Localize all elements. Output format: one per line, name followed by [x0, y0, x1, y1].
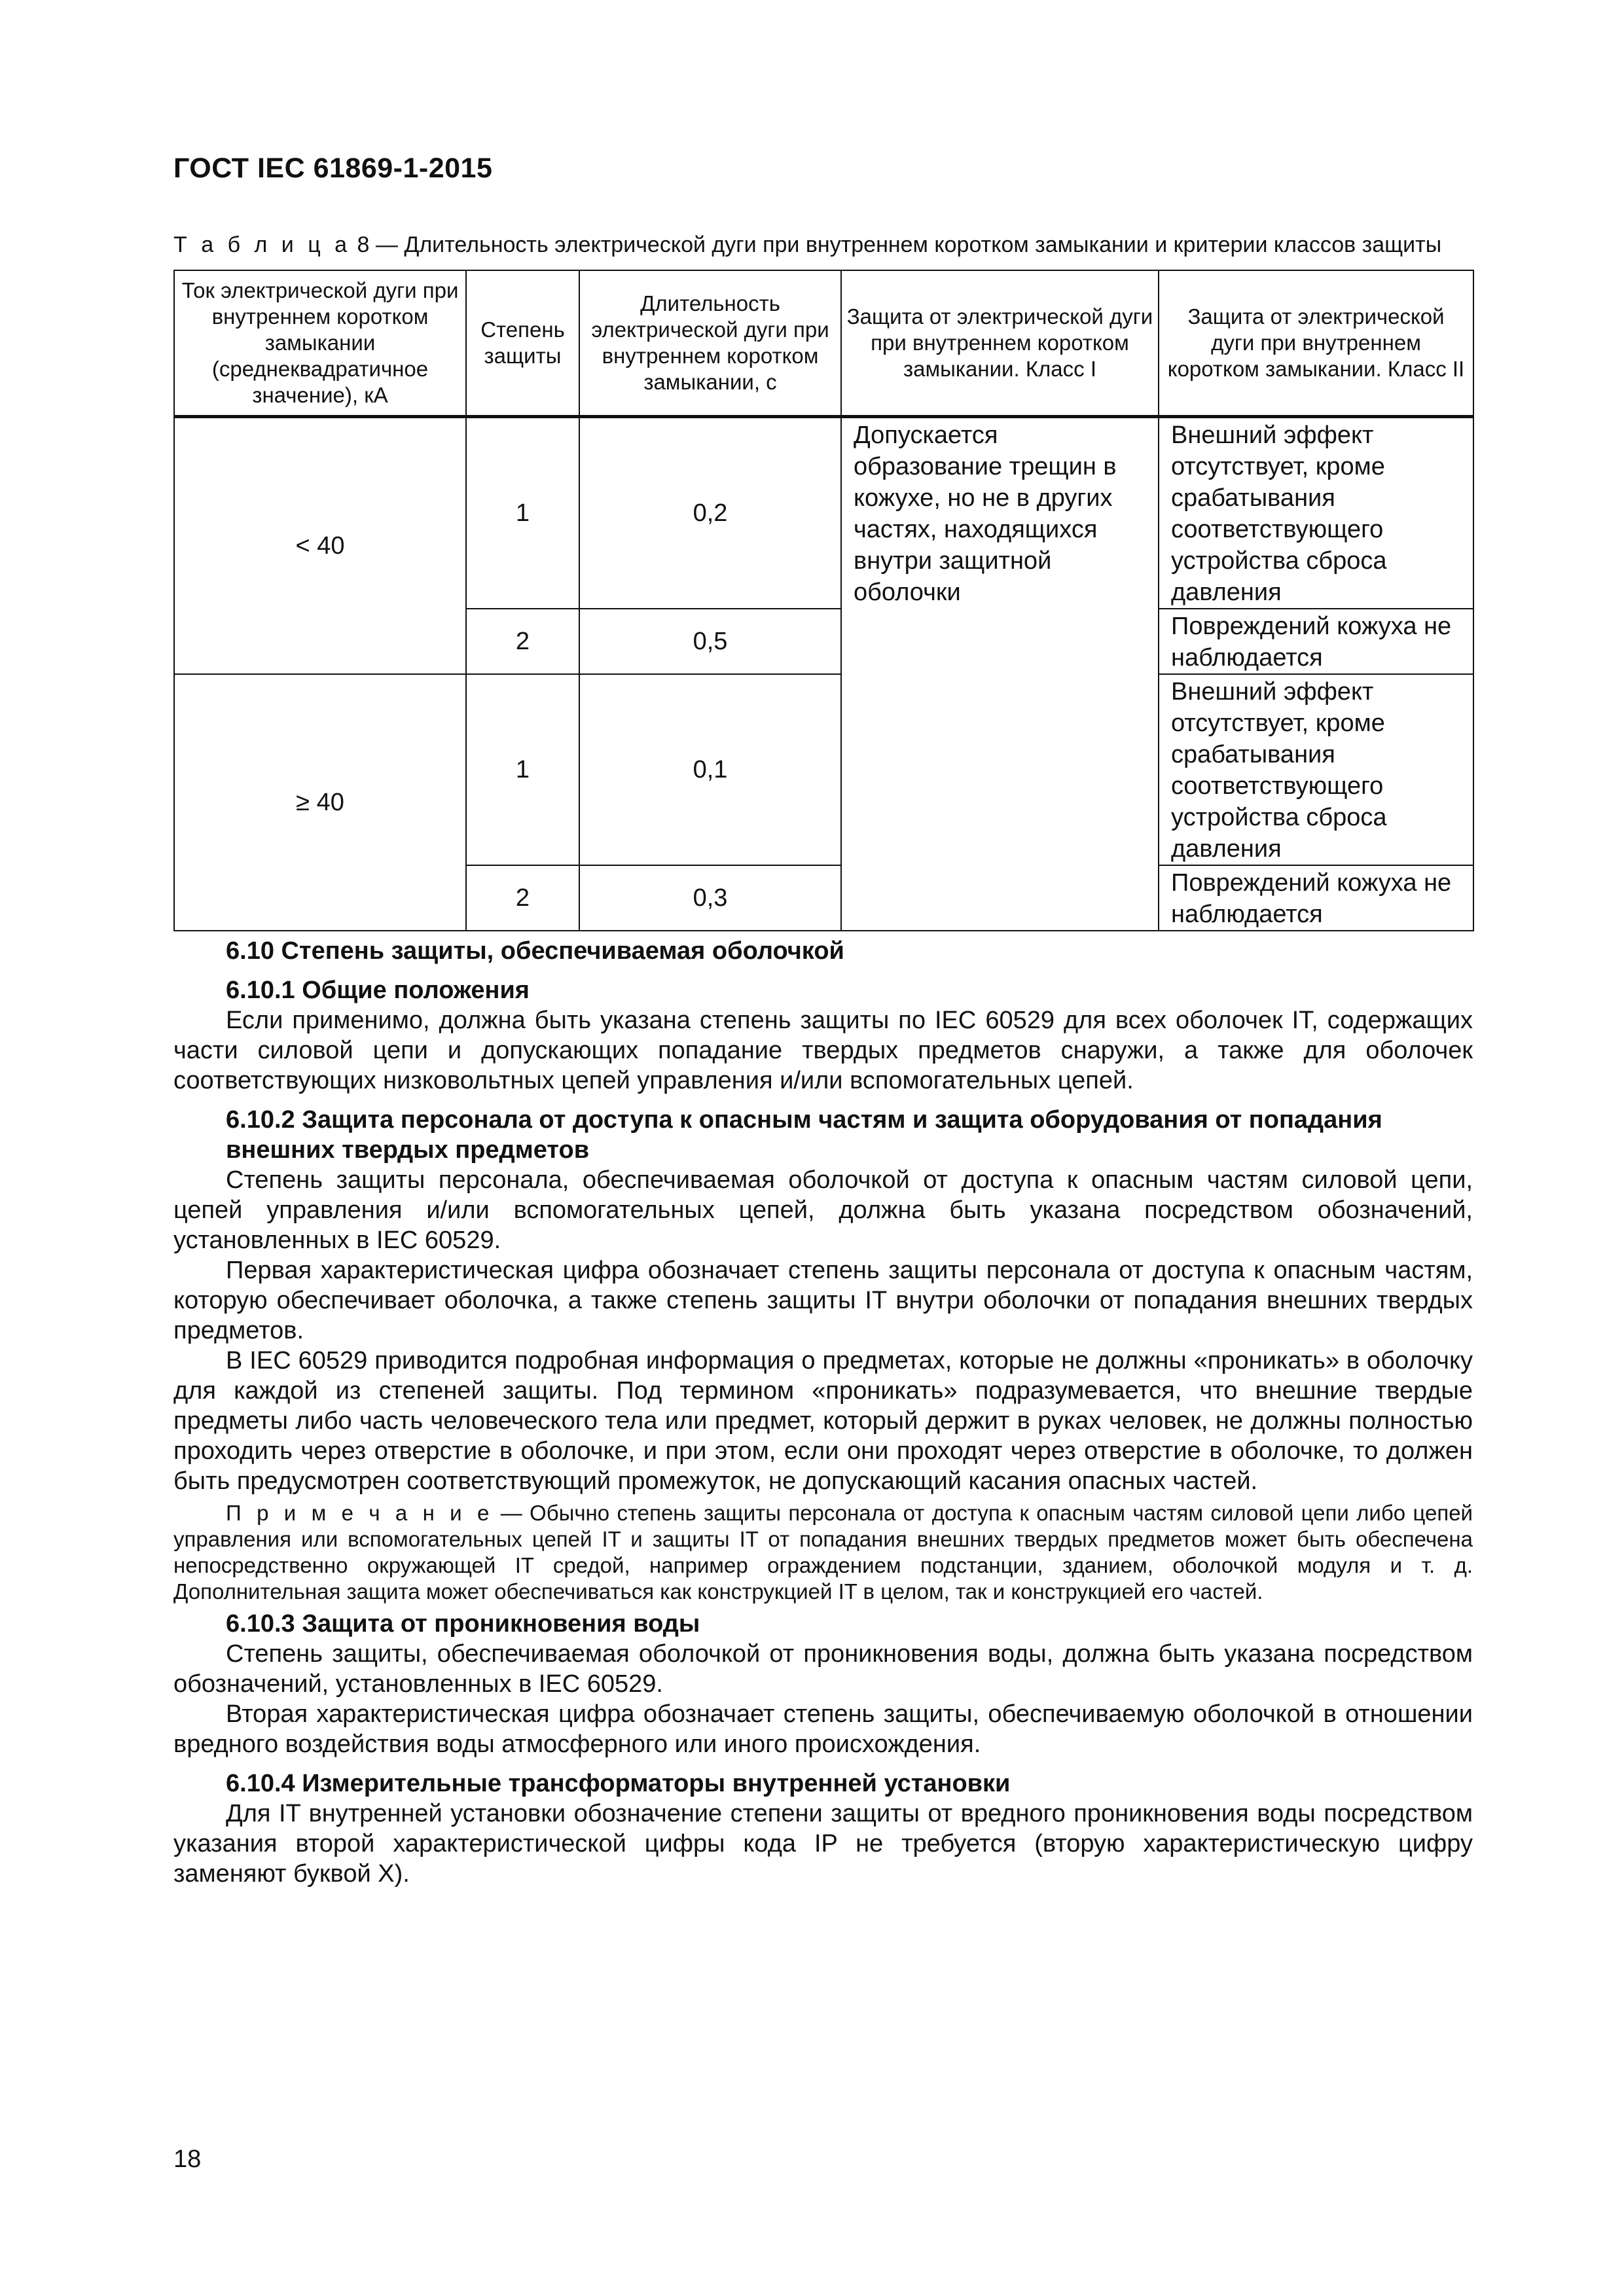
table-caption-number: 8 — [357, 232, 370, 257]
section-6-10-4-title: 6.10.4 Измерительные трансформаторы внутренней установки — [226, 1770, 1011, 1797]
cell-current-ge40: ≥ 40 — [174, 674, 466, 931]
cell-degree: 2 — [466, 609, 579, 674]
cell-class-2: Повреждений кожуха не наблюдается — [1159, 865, 1473, 931]
table-caption-label: Т а б л и ц а — [173, 232, 352, 257]
table-row — [174, 674, 1473, 865]
cell-duration: 0,3 — [579, 865, 841, 931]
cell-duration: 0,2 — [579, 417, 841, 609]
table-caption-text: — Длительность электрической дуги при внутреннем коротком замыкании и критерии классов защиты — [375, 232, 1442, 257]
header-class-2: Защита от электрической дуги при внутреннем коротком замыкании. Класс II — [1159, 270, 1473, 417]
cell-class-2: Внешний эффект отсутствует, кроме срабатывания соответствующего устройства сброса давления — [1159, 417, 1473, 609]
section-6-10-3-title: 6.10.3 Защита от проникновения воды — [226, 1610, 700, 1638]
cell-duration: 0,5 — [579, 609, 841, 674]
cell-class-2: Повреждений кожуха не наблюдается — [1159, 609, 1473, 674]
table-header-row — [174, 270, 1473, 417]
section-6-10-title: 6.10 Степень защиты, обеспечиваемая оболочкой — [226, 937, 844, 965]
paragraph: Для IT внутренней установки обозначение степени защиты от вредного проникновения воды посредством указания второй характеристической цифры кода IP не требуется (вторую характеристическую цифру заменяют буквой Х). — [173, 1800, 1473, 1888]
note-text: — Обычно степень защиты персонала от доступа к опасным частям силовой цепи либо цепей управления или вспомогательных цепей IT и защиты IT от попадания внешних твердых предметов может быть обеспечена непосредственно окружающей IT средой, например ограждением подстанции, зданием, оболочкой модуля и т. д. Дополнительная защита может обеспечиваться как конструкцией IT в целом, так и конструкцией его частей. — [173, 1501, 1473, 1604]
header-arc-duration: Длительность электрической дуги при внутреннем коротком замыкании, с — [579, 270, 841, 417]
header-arc-current: Ток электрической дуги при внутреннем коротком замыкании (среднеквадратичное значение), кА — [174, 270, 466, 417]
paragraph: Первая характеристическая цифра обозначает степень защиты персонала от доступа к опасным частям, которую обеспечивает оболочка, а также степень защиты IT внутри оболочки от попадания внешних твердых предметов. — [173, 1257, 1473, 1344]
cell-duration: 0,1 — [579, 674, 841, 865]
paragraph: Степень защиты, обеспечиваемая оболочкой от проникновения воды, должна быть указана посредством обозначений, установленных в IEC 60529. — [173, 1640, 1473, 1698]
paragraph: Степень защиты персонала, обеспечиваемая оболочкой от доступа к опасным частям силовой цепи, цепей управления и/или вспомогательных цепей, должна быть указана посредством обозначений, установленных в IEC 60529. — [173, 1166, 1473, 1254]
paragraph: Вторая характеристическая цифра обозначает степень защиты, обеспечиваемую оболочкой в отношении вредного воздействия воды атмосферного или иного происхождения. — [173, 1700, 1473, 1758]
header-protection-degree: Степень защиты — [466, 270, 579, 417]
cell-class-2: Внешний эффект отсутствует, кроме срабатывания соответствующего устройства сброса давления — [1159, 674, 1473, 865]
paragraph: Если применимо, должна быть указана степень защиты по IEC 60529 для всех оболочек IT, содержащих части силовой цепи и допускающих попадание твердых предметов снаружи, а также для оболочек соответствующих низковольтных цепей управления и/или вспомогательных цепей. — [173, 1007, 1473, 1094]
section-6-10-1-title: 6.10.1 Общие положения — [226, 977, 530, 1004]
cell-class-1: Допускается образование трещин в кожухе, но не в других частях, находящихся внутри защитной оболочки — [841, 417, 1159, 931]
cell-current-lt40: < 40 — [174, 417, 466, 675]
cell-degree: 1 — [466, 674, 579, 865]
note-label: П р и м е ч а н и е — [226, 1501, 494, 1525]
arc-duration-table — [173, 270, 1474, 931]
document-header: ГОСТ IEC 61869-1-2015 — [173, 152, 493, 184]
section-6-10-2-title: 6.10.2 Защита персонала от доступа к опасным частям и защита оборудования от попадания внешних твердых предметов — [226, 1106, 1382, 1164]
cell-degree: 1 — [466, 417, 579, 609]
note-paragraph — [173, 1500, 1473, 1605]
header-class-1: Защита от электрической дуги при внутреннем коротком замыкании. Класс I — [841, 270, 1159, 417]
document-body — [173, 936, 1473, 1889]
table-caption — [173, 232, 1441, 258]
paragraph: В IEC 60529 приводится подробная информация о предметах, которые не должны «проникать» в оболочку для каждой из степеней защиты. Под термином «проникать» подразумевается, что внешние твердые предметы либо часть человеческого тела или предмет, который держит в руках человек, не должны полностью проходить через отверстие в оболочке, и при этом, если они проходят через отверстие в оболочке, то должен быть предусмотрен соответствующий промежуток, не допускающий касания опасных частей. — [173, 1347, 1473, 1495]
cell-degree: 2 — [466, 865, 579, 931]
table-row — [174, 417, 1473, 609]
page-number: 18 — [173, 2145, 202, 2173]
